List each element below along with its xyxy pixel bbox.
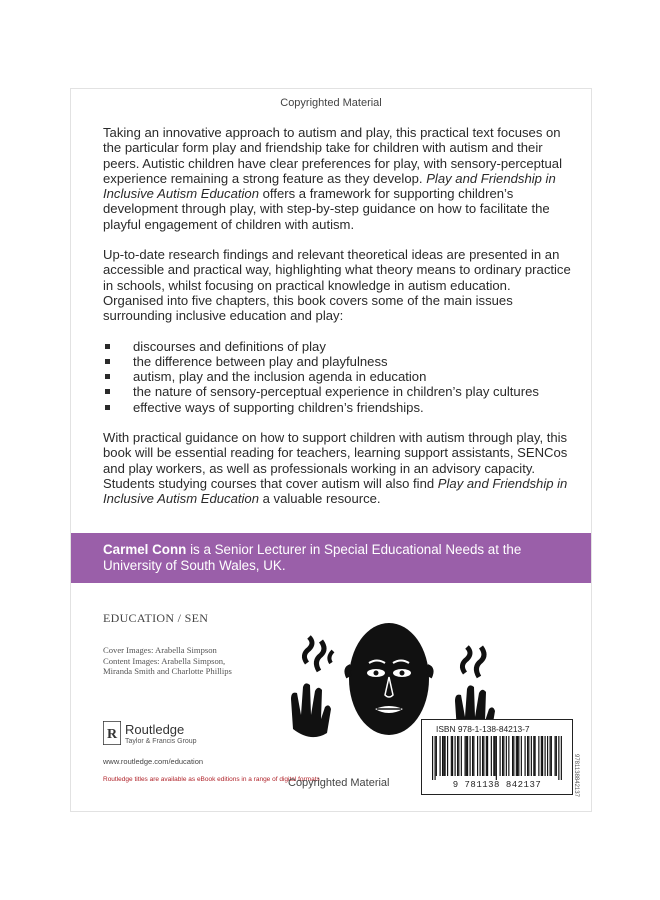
barcode-bar — [465, 736, 466, 776]
barcode-bar — [443, 736, 444, 776]
barcode-bar — [531, 736, 532, 776]
face-illustration — [347, 623, 430, 735]
credit-line: Miranda Smith and Charlotte Phillips — [103, 666, 232, 676]
barcode-bar — [502, 736, 503, 776]
barcode-bar — [513, 736, 514, 776]
barcode-bar — [445, 736, 446, 776]
barcode-bar — [500, 736, 501, 776]
chapter-bullet-list — [103, 339, 573, 415]
barcode-bar — [447, 736, 448, 776]
author-bio-text: is a Senior Lecturer in Special Educational Needs at the University of South Wales, UK. — [103, 542, 522, 573]
svg-text:R: R — [106, 727, 118, 742]
copyright-notice-bottom: Copyrighted Material — [288, 777, 390, 789]
routledge-logo-icon — [103, 721, 121, 745]
barcode-bar — [547, 736, 548, 776]
author-name: Carmel Conn — [103, 542, 187, 557]
barcode-bar — [442, 736, 443, 776]
barcode-bar — [458, 736, 459, 776]
barcode-bar — [470, 736, 471, 776]
barcode-bar — [491, 736, 492, 776]
barcode-bar — [551, 736, 552, 776]
barcode-bar — [550, 736, 551, 776]
barcode-bar — [482, 736, 483, 776]
bullet-icon — [105, 374, 110, 379]
credit-line: Content Images: Arabella Simpson, — [103, 655, 226, 666]
barcode-bar — [483, 736, 484, 776]
barcode-bar — [542, 736, 543, 776]
list-item-text: autism, play and the inclusion agenda in education — [133, 369, 427, 385]
blurb-p1-text-a: Taking an innovative approach to autism and play, this practical text focuses on the particular form play and friendship take for children with autism and their peers. Autistic children have clear preferences for play, with sensory-perceptual experience remaining a strong feature as they develop. — [103, 125, 562, 186]
barcode-bar — [432, 736, 433, 780]
barcode-bar — [518, 736, 519, 776]
bullet-icon — [105, 359, 110, 364]
barcode-bar — [495, 736, 496, 776]
barcode-icon — [432, 736, 562, 780]
barcode-bar — [538, 736, 539, 776]
vertical-isbn-code: 9781138842137 — [573, 754, 579, 797]
ebook-availability-note: Routledge titles are available as eBook editions in a range of digital formats — [103, 776, 320, 783]
left-hand-illustration — [291, 637, 333, 737]
list-item — [103, 369, 573, 384]
barcode-bar — [486, 736, 487, 776]
list-item — [103, 354, 573, 369]
barcode-bar — [527, 736, 528, 776]
barcode-bar — [487, 736, 488, 776]
credit-line: Cover Images: Arabella Simpson — [103, 645, 217, 655]
copyright-notice-top: Copyrighted Material — [280, 97, 382, 109]
book-back-cover — [70, 88, 592, 812]
isbn-barcode-box — [421, 719, 573, 795]
barcode-bar — [525, 736, 526, 776]
barcode-digits: 9 781138 842137 — [452, 780, 542, 790]
barcode-bar — [506, 736, 507, 776]
list-item-text: the nature of sensory-perceptual experience in children’s play cultures — [133, 384, 539, 400]
barcode-bar — [440, 736, 441, 776]
barcode-bar — [503, 736, 504, 776]
publisher-block — [103, 721, 263, 751]
barcode-bar — [452, 736, 453, 776]
barcode-bar — [512, 736, 513, 776]
barcode-bar — [516, 736, 517, 776]
list-item-text: the difference between play and playfulness — [133, 353, 388, 369]
publisher-url[interactable]: www.routledge.com/education — [103, 757, 204, 766]
subject-category: EDUCATION / SEN — [103, 611, 209, 625]
barcode-bar — [541, 736, 542, 776]
barcode-bar — [436, 736, 437, 776]
list-item-text: effective ways of supporting children’s friendships. — [133, 399, 424, 415]
barcode-bar — [467, 736, 468, 776]
barcode-bar — [477, 736, 478, 776]
barcode-bar — [556, 736, 557, 776]
barcode-bar — [466, 736, 467, 776]
blurb-p3-text-a: With practical guidance on how to support children with autism through play, this book will be essential reading for teachers, learning support assistants, SENCos and play workers, as well as professionals working in an advisory capacity. Students studying courses that cover autism will also find — [103, 430, 568, 491]
barcode-bar — [517, 736, 518, 776]
barcode-bar — [508, 736, 509, 776]
isbn-label: ISBN 978-1-138-84213-7 — [436, 724, 530, 734]
bullet-icon — [105, 344, 110, 349]
barcode-bar — [558, 736, 559, 780]
barcode-bar — [528, 736, 529, 776]
bullet-icon — [105, 405, 110, 410]
barcode-bar — [561, 736, 562, 780]
barcode-bar — [457, 736, 458, 776]
list-item — [103, 400, 573, 415]
publisher-group: Taylor & Francis Group — [125, 738, 197, 745]
author-bio-band — [71, 533, 591, 583]
blurb-paragraph-2: Up-to-date research findings and relevant theoretical ideas are presented in an accessible and practical way, highlighting what theory means to ordinary practice in schools, whilst focusing on practical knowledge in autism education. Organised into five chapters, this book covers some of the main issues surrounding inclusive education and play: — [103, 247, 571, 324]
barcode-bar — [545, 736, 546, 776]
barcode-bar — [496, 736, 497, 780]
barcode-bar — [555, 736, 556, 776]
barcode-bar — [435, 736, 436, 780]
book-title-inline: Play and Friendship in Inclusive Autism Education — [103, 170, 556, 202]
blurb-p3-text-b: a valuable resource. — [259, 491, 381, 507]
bullet-icon — [105, 389, 110, 394]
author-bio — [103, 542, 573, 574]
blurb-paragraph-3 — [103, 430, 573, 506]
list-item — [103, 384, 573, 399]
barcode-bar — [473, 736, 474, 776]
publisher-name: Routledge — [125, 722, 185, 737]
book-title-inline: Play and Friendship in Inclusive Autism Education — [103, 475, 568, 507]
barcode-bar — [451, 736, 452, 776]
blurb — [103, 125, 573, 522]
list-item-text: discourses and definitions of play — [133, 338, 326, 354]
list-item — [103, 339, 573, 354]
barcode-bar — [480, 736, 481, 776]
barcode-bar — [455, 736, 456, 776]
barcode-bar — [493, 736, 494, 776]
blurb-paragraph-1 — [103, 125, 573, 232]
barcode-bar — [533, 736, 534, 776]
barcode-bar — [461, 736, 462, 776]
barcode-bar — [472, 736, 473, 776]
blurb-p1-text-b: offers a framework for supporting children’s development through play, with step-by-step guidance on how to facilitate the playful engagement of children with autism. — [103, 186, 550, 232]
barcode-bar — [521, 736, 522, 776]
barcode-bar — [535, 736, 536, 776]
